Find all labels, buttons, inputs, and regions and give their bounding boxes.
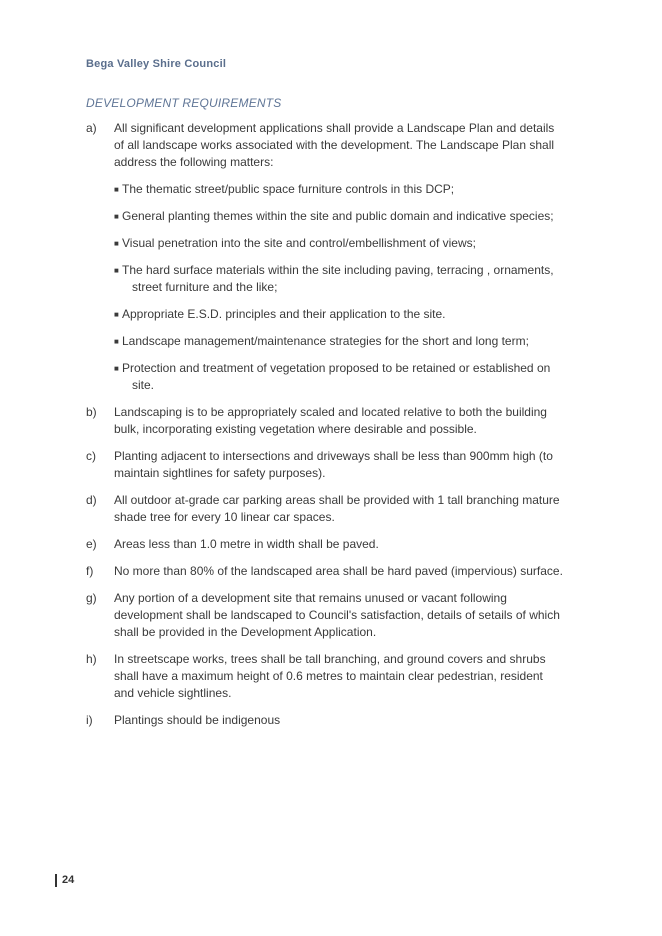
bullet-icon: ■ [114, 212, 119, 221]
item-text: Areas less than 1.0 metre in width shall be paved. [114, 537, 379, 551]
bullet-icon: ■ [114, 239, 119, 248]
item-text: All significant development applications shall provide a Landscape Plan and details of all landscape works associated with the development. The Landscape Plan shall address the following matters: [114, 121, 555, 169]
item-marker: d) [86, 493, 97, 507]
list-item [114, 262, 566, 296]
requirement-item-d [86, 492, 566, 526]
bullet-icon: ■ [114, 185, 119, 194]
document-header-organization: Bega Valley Shire Council [86, 58, 227, 70]
item-marker: c) [86, 449, 96, 463]
item-marker: e) [86, 537, 97, 551]
requirement-item-a [86, 120, 566, 394]
item-marker: g) [86, 591, 97, 605]
bullet-text-continued: street furniture and the like; [132, 280, 278, 294]
list-item [114, 181, 566, 198]
requirement-item-i [86, 712, 566, 729]
item-text: All outdoor at-grade car parking areas shall be provided with 1 tall branching mature shade tree for every 10 linear car spaces. [114, 493, 560, 524]
page-number: 24 [55, 874, 74, 887]
bullet-text: General planting themes within the site and public domain and indicative species; [122, 209, 554, 223]
list-item [114, 360, 566, 394]
requirement-item-e [86, 536, 566, 553]
bullet-icon: ■ [114, 364, 119, 373]
bullet-icon: ■ [114, 337, 119, 346]
requirement-item-h [86, 651, 566, 702]
bullet-text: Protection and treatment of vegetation proposed to be retained or established on [122, 361, 551, 375]
requirements-list [86, 120, 566, 739]
item-text: Plantings should be indigenous [114, 713, 281, 727]
item-text: No more than 80% of the landscaped area shall be hard paved (impervious) surface. [114, 564, 563, 578]
list-item [114, 333, 566, 350]
bullet-text: The hard surface materials within the site including paving, terracing , ornaments, [122, 263, 554, 277]
requirement-item-g [86, 590, 566, 641]
item-text: In streetscape works, trees shall be tall branching, and ground covers and shrubs shall have a maximum height of 0.6 metres to maintain clear pedestrian, resident and vehicle sightlines. [114, 652, 546, 700]
list-item [114, 235, 566, 252]
requirement-item-c [86, 448, 566, 482]
item-marker: a) [86, 121, 97, 135]
bullet-text: The thematic street/public space furniture controls in this DCP; [122, 182, 455, 196]
bullet-text: Visual penetration into the site and control/embellishment of views; [122, 236, 476, 250]
item-marker: i) [86, 713, 93, 727]
requirement-item-f [86, 563, 566, 580]
section-title: DEVELOPMENT REQUIREMENTS [86, 96, 282, 110]
requirement-item-b [86, 404, 566, 438]
item-marker: h) [86, 652, 97, 666]
bullet-icon: ■ [114, 310, 119, 319]
item-marker: f) [86, 564, 94, 578]
item-text: Any portion of a development site that remains unused or vacant following development shall be landscaped to Council's satisfaction, details of setails of which shall be provided in the Development Application. [114, 591, 560, 639]
bullet-text-continued: site. [132, 378, 155, 392]
list-item [114, 208, 566, 225]
item-text: Landscaping is to be appropriately scaled and located relative to both the building bulk, incorporating existing vegetation where desirable and possible. [114, 405, 547, 436]
list-item [114, 306, 566, 323]
bullet-text: Landscape management/maintenance strategies for the short and long term; [122, 334, 529, 348]
bullet-text: Appropriate E.S.D. principles and their application to the site. [122, 307, 446, 321]
item-marker: b) [86, 405, 97, 419]
item-text: Planting adjacent to intersections and driveways shall be less than 900mm high (to maintain sightlines for safety purposes). [114, 449, 553, 480]
bullet-icon: ■ [114, 266, 119, 275]
landscape-plan-matters-list [114, 181, 566, 394]
